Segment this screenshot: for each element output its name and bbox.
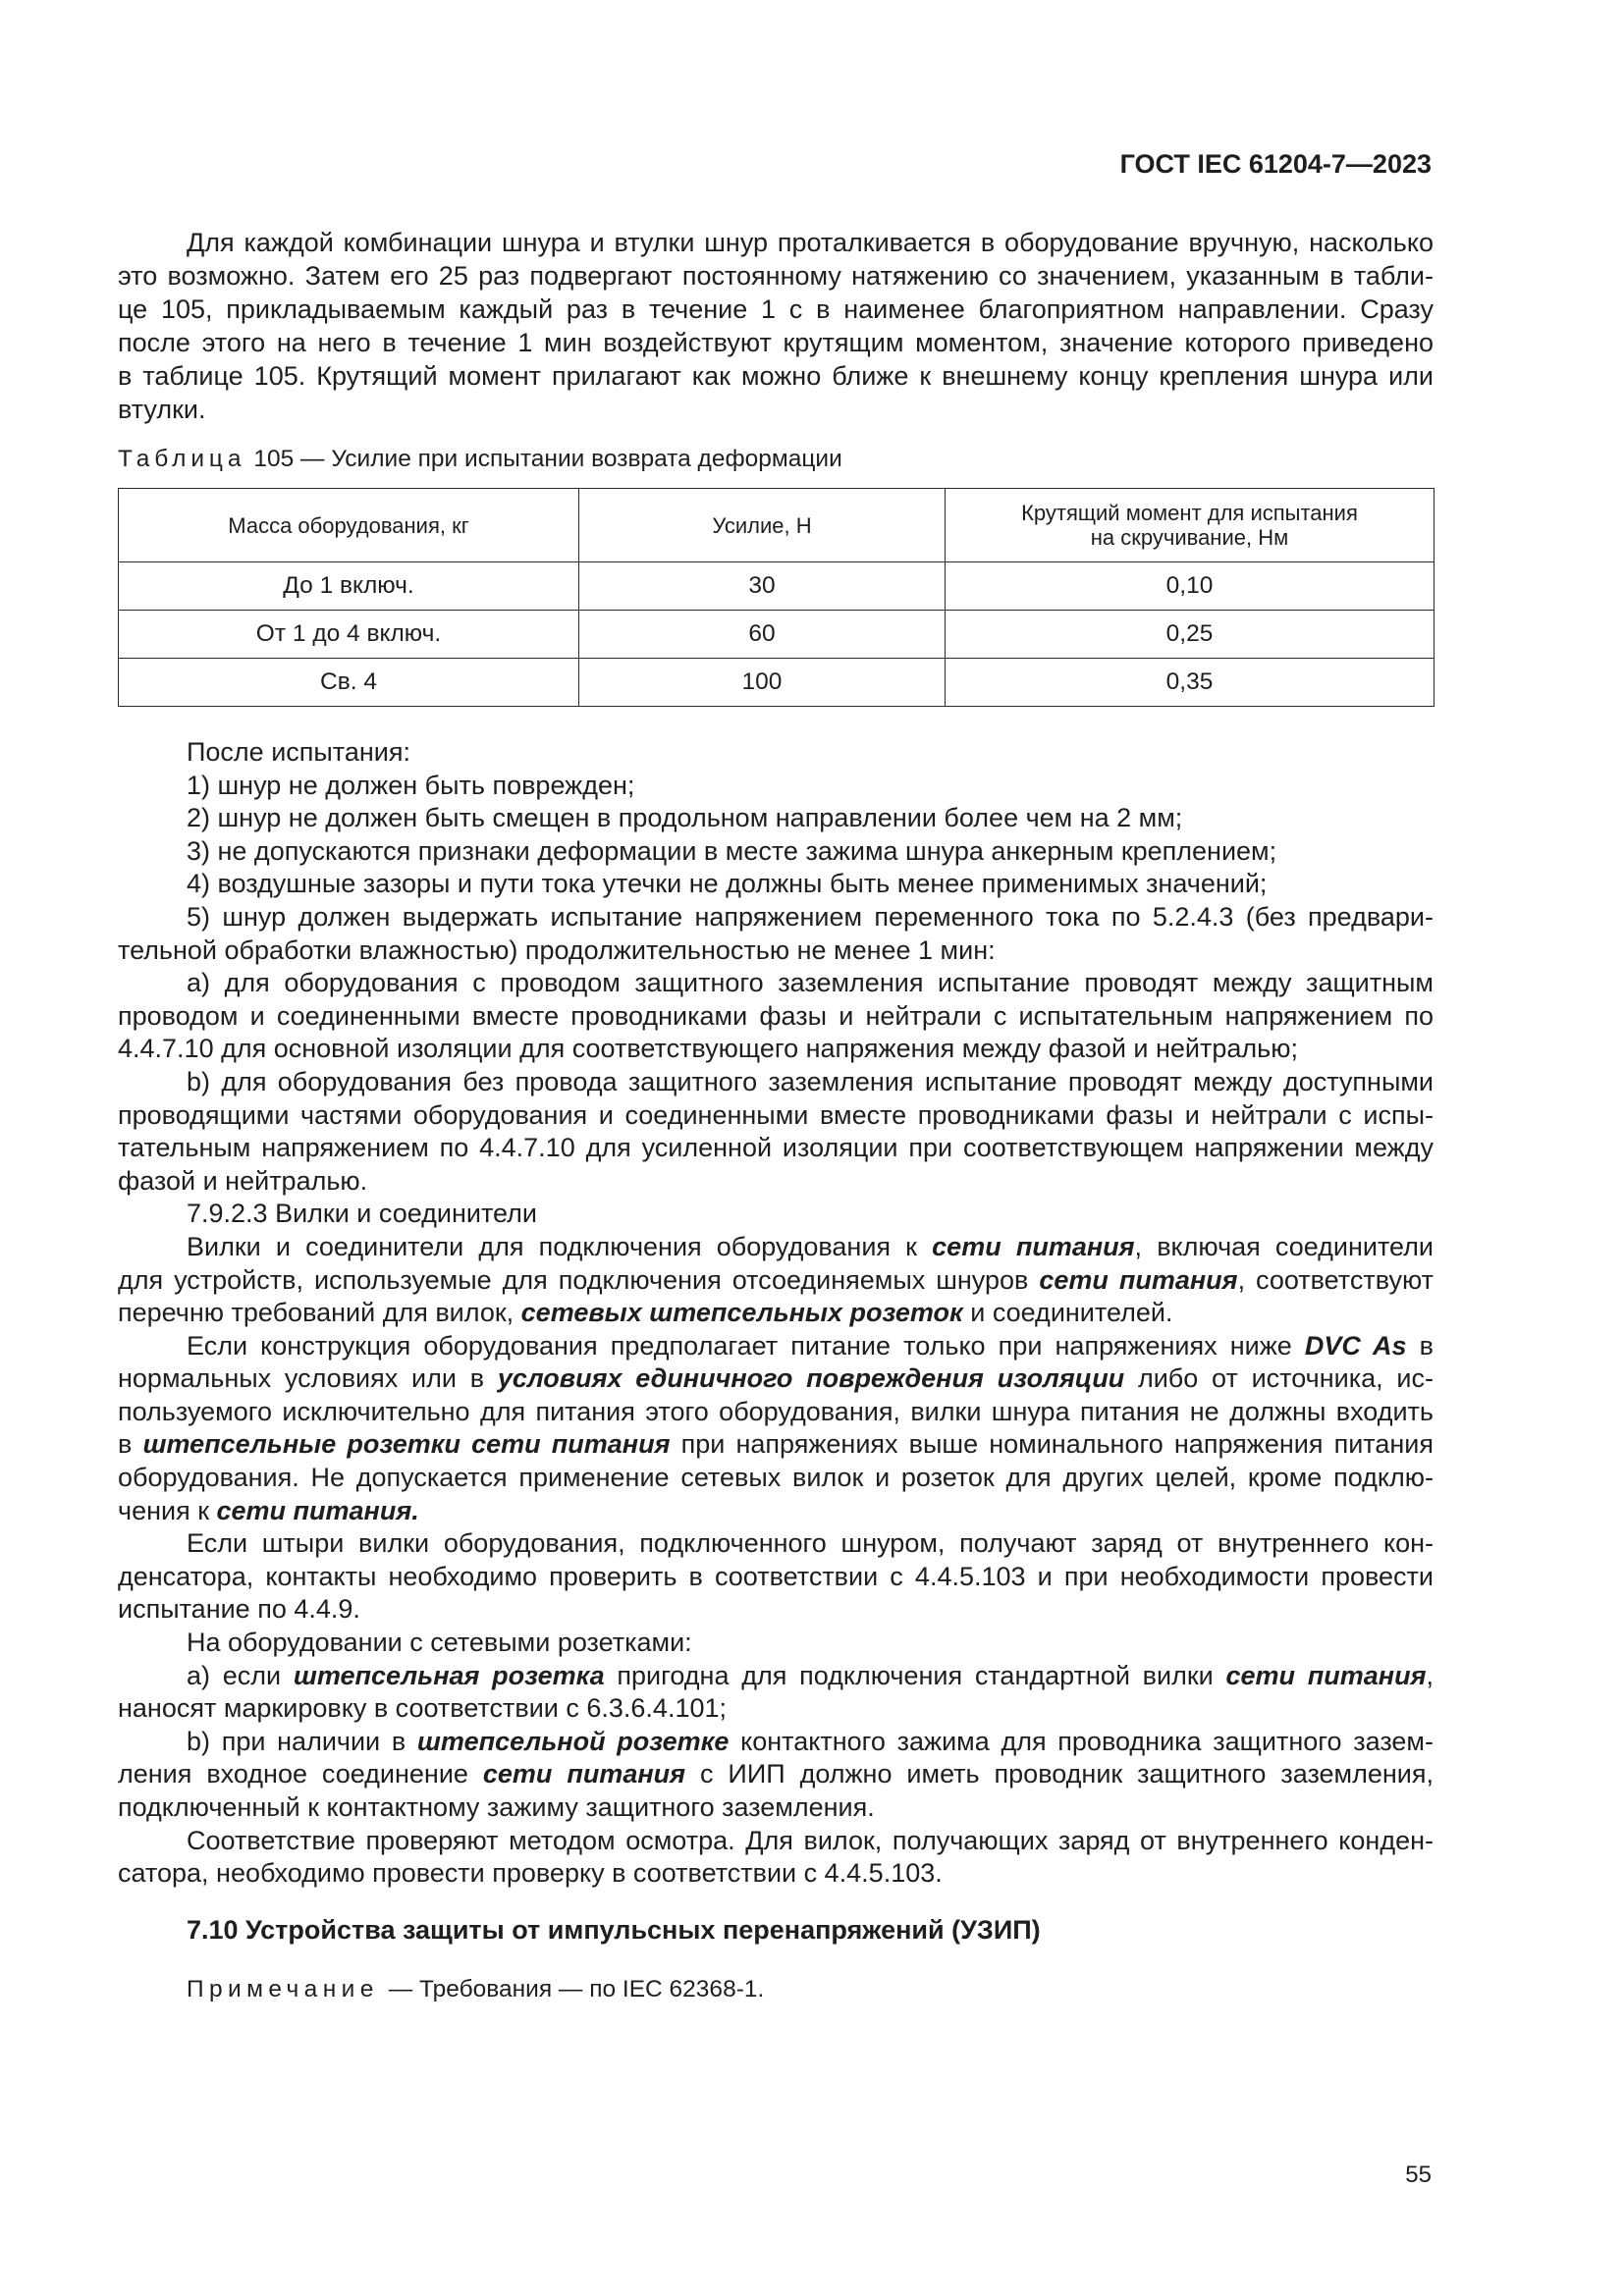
text-line — [118, 1066, 1434, 1099]
text-run: чения к — [118, 1495, 217, 1525]
paragraph — [118, 1527, 1434, 1627]
text-run: проводом и соединенными вместе проводниками фазы и нейтрали с испытательным напряжением по — [118, 1000, 1434, 1031]
defined-term: сети питания — [932, 1231, 1135, 1261]
text-run: перечню требований для вилок, — [118, 1298, 521, 1328]
text-run: после этого на него в течение 1 мин воздействуют крутящим моментом, значение которого приведено — [118, 328, 1434, 357]
text-run: пригодна для подключения стандартной вилки — [604, 1660, 1226, 1690]
text-line — [118, 1297, 1434, 1330]
paragraph — [118, 868, 1434, 901]
text-line — [118, 1099, 1434, 1133]
text-run: 3) не допускаются признаки деформации в месте зажима шнура анкерным креплением; — [187, 835, 1277, 866]
cell-torque: 0,25 — [946, 611, 1435, 659]
page-number: 55 — [1405, 2162, 1432, 2188]
text-run: На оборудовании с сетевыми розетками: — [187, 1628, 692, 1658]
paragraph — [118, 736, 1434, 770]
body-text — [118, 736, 1434, 1891]
text-line — [118, 1033, 1434, 1066]
paragraph — [118, 835, 1434, 869]
defined-term: сети питания — [1039, 1264, 1238, 1295]
defined-term: штепсельная розетка — [293, 1660, 605, 1690]
cell-mass: До 1 включ. — [119, 562, 579, 611]
paragraph — [118, 1825, 1434, 1891]
defined-term: штепсельной розетке — [416, 1726, 730, 1756]
paragraph — [118, 770, 1434, 803]
text-line — [118, 1330, 1434, 1363]
text-run: 5) шнур должен выдержать испытание напряжением переменного тока по 5.2.4.3 (без предвари- — [187, 901, 1434, 932]
text-line — [118, 1791, 1434, 1825]
cell-force: 30 — [579, 562, 946, 611]
text-line — [118, 1495, 1434, 1528]
defined-term: штепсельные розетки сети питания — [142, 1429, 671, 1460]
text-run: 4) воздушные зазоры и пути тока утечки не должны быть менее применимых значений; — [187, 869, 1268, 899]
table-caption — [118, 444, 842, 475]
text-run: тательным напряжением по 4.4.7.10 для усиленной изоляции при соответствующем напряжении между — [118, 1133, 1434, 1163]
text-line — [118, 736, 1434, 770]
text-line — [118, 1527, 1434, 1561]
text-line — [118, 1198, 1434, 1231]
paragraph — [118, 1198, 1434, 1231]
paragraph — [118, 1231, 1434, 1330]
text-run: b) для оборудования без провода защитного заземления испытание проводят между доступными — [187, 1066, 1434, 1096]
defined-term: сети питания — [1225, 1660, 1427, 1690]
text-run: это возможно. Затем его 25 раз подвергают постоянному натяжению со значением, указанным в табли- — [118, 261, 1434, 291]
cell-mass: От 1 до 4 включ. — [119, 611, 579, 659]
paragraph — [118, 1726, 1434, 1825]
table-row — [119, 562, 1435, 611]
text-run: испытание по 4.4.9. — [118, 1594, 360, 1625]
paragraph — [118, 1627, 1434, 1660]
text-run: втулки. — [118, 395, 206, 424]
text-line — [118, 1593, 1434, 1627]
text-run: , — [1426, 1660, 1435, 1690]
text-run: подключенный к контактному зажиму защитного заземления. — [118, 1792, 875, 1822]
text-run: Если конструкция оборудования предполагает питание только при напряжениях ниже — [187, 1330, 1305, 1361]
header-torque-line1: Крутящий момент для испытания — [1021, 501, 1358, 525]
text-run: це 105, прикладываемым каждый раз в течение 1 с в наименее благоприятном направлении. Сразу — [118, 294, 1434, 324]
text-line — [118, 1428, 1434, 1462]
paragraph — [118, 1330, 1434, 1528]
text-run: и соединителей. — [962, 1298, 1173, 1328]
defined-term: сети питания — [482, 1759, 686, 1789]
text-run: контактного зажима для проводника защитного зазем- — [729, 1726, 1434, 1756]
text-line — [118, 1857, 1434, 1891]
table-header-row — [119, 489, 1435, 562]
force-torque-table — [118, 488, 1435, 707]
cell-torque: 0,35 — [946, 659, 1435, 707]
text-run: После испытания: — [187, 737, 410, 767]
text-line — [118, 1758, 1434, 1791]
header-mass: Масса оборудования, кг — [119, 489, 579, 562]
text-line — [118, 802, 1434, 835]
text-line — [118, 393, 1434, 426]
text-run: пользуемого исключительно для питания этого оборудования, вилки шнура питания не должны входить — [118, 1396, 1434, 1426]
table-row — [119, 659, 1435, 707]
text-line — [118, 770, 1434, 803]
table-caption-title: 105 — Усилие при испытании возврата деформации — [253, 446, 842, 472]
text-line — [118, 901, 1434, 934]
text-run: b) при наличии в — [187, 1726, 417, 1756]
paragraph — [118, 901, 1434, 967]
cell-torque: 0,10 — [946, 562, 1435, 611]
text-run: денсатора, контакты необходимо проверить в соответствии с 4.4.5.103 и при необходимости провести — [118, 1561, 1434, 1591]
text-line — [118, 226, 1434, 259]
text-line — [118, 259, 1434, 293]
table-caption-label: Таблица — [118, 446, 246, 472]
text-run: сатора, необходимо провести проверку в соответствии с 4.4.5.103. — [118, 1858, 943, 1889]
paragraph — [118, 802, 1434, 835]
text-line — [118, 1165, 1434, 1199]
text-run: нормальных условиях или в — [118, 1363, 498, 1394]
text-line — [118, 835, 1434, 869]
paragraph — [118, 1066, 1434, 1198]
defined-term: DVC As — [1304, 1330, 1407, 1361]
text-run: , соответствуют — [1237, 1264, 1434, 1295]
text-run: в — [118, 1429, 143, 1460]
header-torque-line2: на скручивание, Нм — [1090, 525, 1289, 550]
defined-term: сетевых штепсельных розеток — [520, 1298, 963, 1328]
text-line — [118, 326, 1434, 359]
text-line — [118, 868, 1434, 901]
header-force: Усилие, Н — [579, 489, 946, 562]
text-line — [118, 1000, 1434, 1034]
paragraph — [118, 1660, 1434, 1726]
section-heading: 7.10 Устройства защиты от импульсных перенапряжений (УЗИП) — [187, 1915, 1041, 1945]
text-run: Вилки и соединители для подключения оборудования к — [187, 1231, 933, 1261]
note-label: Примечание — [187, 1976, 379, 2002]
text-line — [118, 1627, 1434, 1660]
text-run: при напряжениях выше номинального напряжения питания — [670, 1429, 1434, 1460]
text-run: тельной обработки влажностью) продолжительностью не менее 1 мин: — [118, 934, 996, 965]
defined-term: условиях единичного повреждения изоляции — [497, 1363, 1125, 1394]
text-line — [118, 1726, 1434, 1759]
text-run: a) для оборудования с проводом защитного заземления испытание проводят между защитным — [187, 968, 1434, 998]
text-run: Если штыри вилки оборудования, подключенного шнуром, получают заряд от внутреннего кон- — [187, 1528, 1434, 1559]
text-run: наносят маркировку в соответствии с 6.3.6.4.101; — [118, 1693, 727, 1724]
text-run: a) если — [187, 1660, 294, 1690]
intro-text — [118, 226, 1434, 426]
text-run: либо от источника, ис- — [1124, 1363, 1434, 1394]
header-torque — [946, 489, 1435, 562]
table-row — [119, 611, 1435, 659]
paragraph — [118, 967, 1434, 1066]
text-run: , включая соединители — [1134, 1231, 1435, 1261]
cell-force: 60 — [579, 611, 946, 659]
text-run: с ИИП должно иметь проводник защитного заземления, — [685, 1759, 1434, 1789]
text-line — [118, 1231, 1434, 1264]
text-line — [118, 1692, 1434, 1726]
text-line — [118, 1825, 1434, 1858]
text-run: Для каждой комбинации шнура и втулки шнур проталкивается в оборудование вручную, насколько — [187, 228, 1434, 257]
text-run: для устройств, используемые для подключения отсоединяемых шнуров — [118, 1264, 1040, 1295]
defined-term: сети питания. — [216, 1495, 419, 1525]
text-line — [118, 1561, 1434, 1594]
document-id-header: ГОСТ IEC 61204-7—2023 — [1119, 149, 1432, 179]
text-run: Соответствие проверяют методом осмотра. Для вилок, получающих заряд от внутреннего конден- — [187, 1825, 1434, 1855]
text-line — [118, 1362, 1434, 1396]
text-line — [118, 359, 1434, 393]
text-line — [118, 934, 1434, 968]
text-line — [118, 293, 1434, 326]
text-run: 4.4.7.10 для основной изоляции для соответствующего напряжения между фазой и нейтралью; — [118, 1034, 1298, 1064]
text-run: 1) шнур не должен быть поврежден; — [187, 770, 635, 800]
cell-force: 100 — [579, 659, 946, 707]
text-run: в — [1406, 1330, 1434, 1361]
text-line — [118, 1264, 1434, 1298]
cell-mass: Св. 4 — [119, 659, 579, 707]
text-run: фазой и нейтралью. — [118, 1165, 368, 1196]
text-line — [118, 1396, 1434, 1429]
paragraph — [118, 226, 1434, 426]
text-line — [118, 1132, 1434, 1165]
text-run: в таблице 105. Крутящий момент прилагают как можно ближе к внешнему концу крепления шнура или — [118, 361, 1434, 391]
note — [187, 1973, 764, 2006]
text-line — [118, 1462, 1434, 1495]
text-run: проводящими частями оборудования и соединенными вместе проводниками фазы и нейтрали с испы- — [118, 1099, 1434, 1130]
text-run: 2) шнур не должен быть смещен в продольном направлении более чем на 2 мм; — [187, 803, 1183, 833]
note-text: — Требования — по IEC 62368-1. — [388, 1976, 765, 2002]
text-run: оборудования. Не допускается применение сетевых вилок и розеток для других целей, кроме подклю- — [118, 1463, 1434, 1493]
text-run: 7.9.2.3 Вилки и соединители — [187, 1199, 537, 1229]
text-line — [118, 1660, 1434, 1693]
text-run: ления входное соединение — [118, 1759, 483, 1789]
text-line — [118, 967, 1434, 1000]
